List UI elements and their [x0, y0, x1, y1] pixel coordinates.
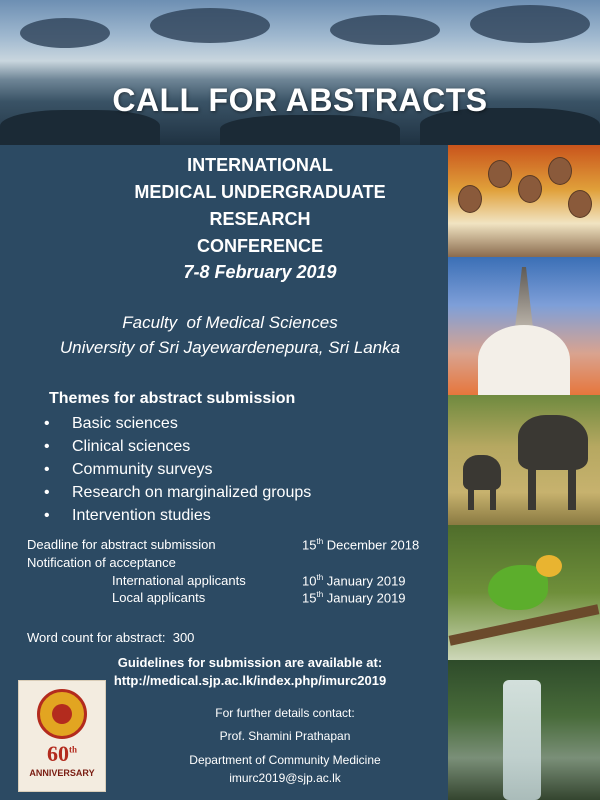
rock — [220, 115, 400, 145]
students-photo — [448, 145, 600, 257]
logo-text: ANNIVERSARY — [29, 768, 95, 778]
venue — [20, 310, 440, 360]
contact-name: Prof. Shamini Prathapan — [219, 729, 351, 743]
parrot-photo — [448, 525, 600, 660]
contact-heading: For further details contact: — [215, 706, 355, 720]
list-item: • Research on marginalized groups — [44, 481, 311, 504]
elephant-leg — [490, 485, 496, 510]
parrot-head — [536, 555, 562, 577]
header-banner — [0, 0, 600, 145]
contact-department: Department of Community Medicine — [189, 753, 381, 767]
photo-column — [448, 145, 600, 800]
face — [458, 185, 482, 213]
list-item: • Intervention studies — [44, 504, 311, 527]
bullet-icon: • — [44, 484, 50, 501]
conference-line-2: MEDICAL UNDERGRADUATE RESEARCH — [134, 182, 386, 229]
international-label: International applicants — [112, 573, 246, 588]
elephant — [518, 415, 588, 470]
cloud — [150, 8, 270, 43]
stupa-photo — [448, 257, 600, 395]
elephant-leg — [468, 485, 474, 510]
face — [488, 160, 512, 188]
bullet-icon: • — [44, 438, 50, 455]
venue-line-2: University of Sri Jayewardenepura, Sri Lanka — [59, 338, 401, 357]
cloud — [470, 5, 590, 43]
elephants-photo — [448, 395, 600, 525]
list-item: • Clinical sciences — [44, 435, 311, 458]
local-date: 15th January 2019 — [302, 590, 406, 606]
page-title: CALL FOR ABSTRACTS — [112, 82, 488, 118]
waterfall — [503, 680, 541, 800]
face — [518, 175, 542, 203]
bullet-icon: • — [44, 507, 50, 524]
deadline-label: Deadline for abstract submission — [27, 537, 216, 552]
contact-email[interactable]: imurc2019@sjp.ac.lk — [229, 771, 341, 785]
themes-list — [44, 412, 311, 527]
word-count: Word count for abstract: 300 — [27, 630, 195, 645]
guidelines-text: Guidelines for submission are available at: — [117, 655, 383, 670]
list-item: • Community surveys — [44, 458, 311, 481]
anniversary-logo — [18, 680, 106, 792]
cloud — [20, 18, 110, 48]
bullet-icon: • — [44, 415, 50, 432]
international-date: 10th January 2019 — [302, 573, 406, 589]
notification-label: Notification of acceptance — [27, 555, 176, 570]
emblem-icon — [37, 689, 87, 739]
waterfall-photo — [448, 660, 600, 800]
conference-line-1: INTERNATIONAL — [187, 155, 333, 175]
list-item: • Basic sciences — [44, 412, 311, 435]
stupa-dome — [478, 325, 570, 395]
guidelines-link[interactable]: http://medical.sjp.ac.lk/index.php/imurc2019 — [113, 673, 387, 688]
elephant-leg — [528, 465, 536, 510]
conference-name — [100, 152, 420, 260]
logo-number: 60th — [46, 741, 77, 766]
bullet-icon: • — [44, 461, 50, 478]
conference-line-3: CONFERENCE — [196, 236, 323, 256]
local-label: Local applicants — [112, 590, 206, 605]
conference-dates: 7-8 February 2019 — [183, 262, 337, 282]
branch — [449, 604, 600, 645]
venue-line-1: Faculty of Medical Sciences — [122, 313, 338, 332]
face — [548, 157, 572, 185]
elephant-leg — [568, 465, 576, 510]
deadline-date: 15th December 2018 — [302, 537, 420, 553]
face — [568, 190, 592, 218]
themes-heading: Themes for abstract submission — [49, 390, 296, 407]
cloud — [330, 15, 440, 45]
